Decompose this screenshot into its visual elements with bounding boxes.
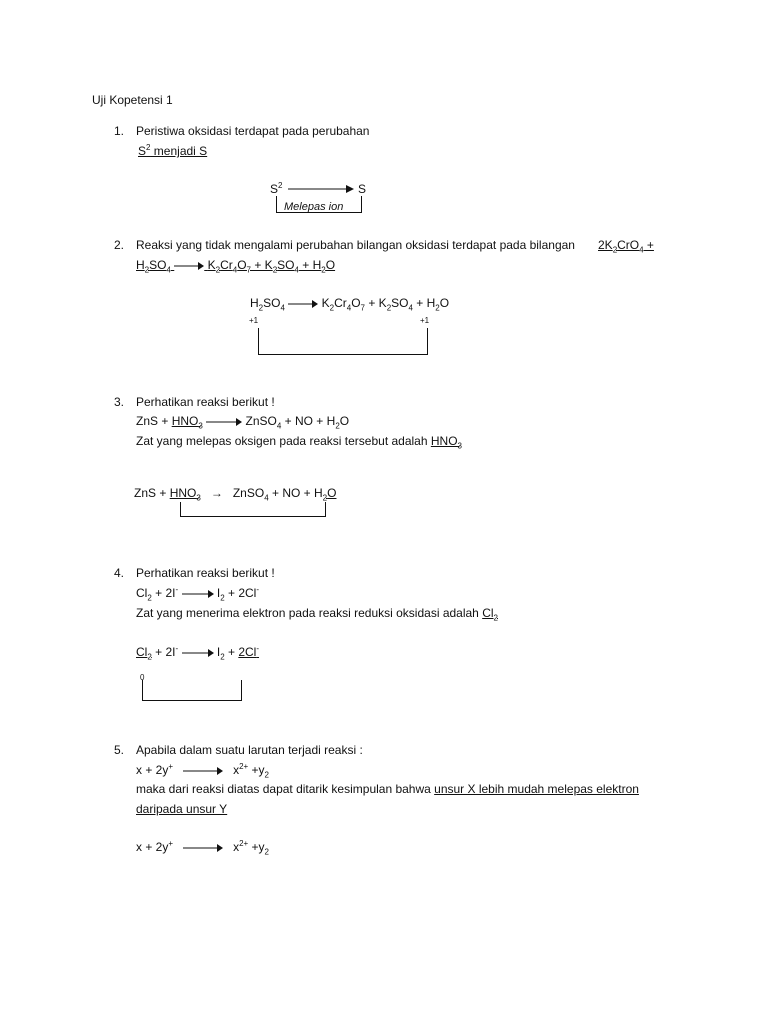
- q2-ox-right: +1: [420, 316, 430, 325]
- arrow-icon: [182, 648, 214, 658]
- q3-bracket: [180, 502, 326, 517]
- q3-diagram-equation: ZnS + $HNO_3$ → ZnSO$_4$ + NO + $H_2O$: [134, 486, 337, 503]
- arrow-icon: [183, 843, 223, 853]
- arrow-icon: [206, 417, 242, 427]
- q3-equation: ZnS + $HNO_3$ ZnSO$_4$ + NO + $H_2O$: [136, 414, 350, 431]
- q4-number: 4.: [114, 566, 125, 580]
- q1-bracket-label: Melepas ion: [284, 201, 344, 213]
- q2-text: Reaksi yang tidak mengalami perubahan bilangan oksidasi terdapat pada bilangan: [136, 238, 575, 252]
- q4-equation: $Cl_2 + 2I^-$ $I_2 + 2Cl^-$: [136, 585, 259, 603]
- arrow-icon: [288, 183, 354, 195]
- q1-text: Peristiwa oksidasi terdapat pada perubahan: [136, 124, 370, 138]
- arrow-icon: [174, 261, 204, 271]
- page-title: Uji Kopetensi 1: [92, 93, 173, 107]
- q1-number: 1.: [114, 124, 125, 138]
- q2-answer-reactant: $2K_2CrO_4$ +: [598, 238, 654, 255]
- arrow-icon: [288, 299, 318, 309]
- q2-diagram-equation: $H_2SO_4$ $K_2Cr_4O_7 + K_2SO_4 + H_2O$: [250, 296, 450, 313]
- arrow-icon: [183, 766, 223, 776]
- q3-number: 3.: [114, 395, 125, 409]
- q4-bracket: [142, 680, 242, 701]
- q3-text: Perhatikan reaksi berikut !: [136, 395, 275, 409]
- q3-answer-line: Zat yang melepas oksigen pada reaksi tersebut adalah $HNO_3$: [136, 434, 462, 451]
- arrow-icon: [182, 589, 214, 599]
- q1-answer: $S^2$ menjadi S: [138, 143, 208, 158]
- q2-bracket: [258, 328, 428, 355]
- q1-diagram-left: $S^2$: [270, 181, 283, 196]
- arrow-icon: →: [210, 486, 223, 500]
- q2-number: 2.: [114, 238, 125, 252]
- q5-conclusion-line1: maka dari reaksi diatas dapat ditarik kesimpulan bahwa unsur X lebih mudah melepas elektron: [136, 782, 639, 796]
- q5-conclusion-line2: daripada unsur Y: [136, 802, 228, 816]
- q5-diagram-equation: x + 2y+ $x^{2+} +y_2$: [136, 839, 269, 857]
- q2-equation-line: $H_2SO_4$ $K_2Cr_4O_7 + K_2SO_4 + H_2O$: [136, 258, 336, 275]
- q5-equation: x + 2y+ $x^{2+} +y_2$: [136, 762, 269, 780]
- q4-diagram-equation: $Cl_2 + 2I^-$ $I_2 + 2Cl^-$: [136, 644, 260, 662]
- q4-ox-zero: 0: [140, 673, 145, 682]
- q1-diagram-right: S: [358, 182, 367, 196]
- q4-text: Perhatikan reaksi berikut !: [136, 566, 275, 580]
- q5-text: Apabila dalam suatu larutan terjadi reaksi :: [136, 743, 363, 757]
- q4-answer-line: Zat yang menerima elektron pada reaksi reduksi oksidasi adalah $Cl_2$: [136, 606, 498, 623]
- q5-number: 5.: [114, 743, 125, 757]
- q2-ox-left: +1: [249, 316, 259, 325]
